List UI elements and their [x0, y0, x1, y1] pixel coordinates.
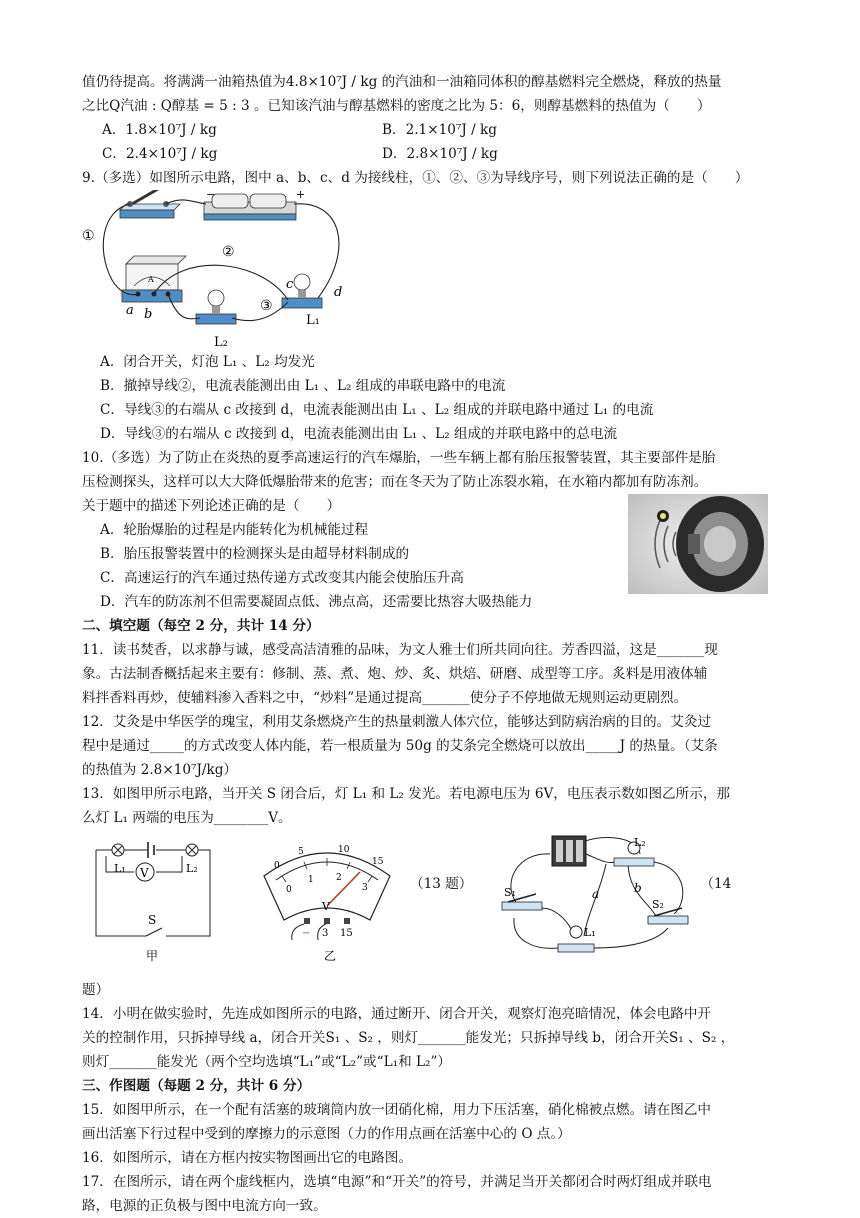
voltmeter-v-label: V: [140, 866, 149, 880]
q14-wire-a-label: a: [592, 887, 600, 901]
q14-s2-label: S₂: [652, 898, 665, 911]
lamp-l1-icon: [112, 844, 124, 856]
lamp-l2-icon: [186, 844, 198, 856]
exam-page: [82, 70, 782, 1218]
l1-label: L₁: [306, 313, 320, 328]
dial-top-0: 0: [274, 861, 280, 871]
battery-minus-label: −: [206, 190, 216, 201]
jia-s-label: S: [148, 913, 157, 927]
q8-options-row1: [82, 118, 782, 142]
q15-text-2: 画出活塞下行过程中受到的摩擦力的示意图（力的作用点画在活塞中心的 O 点。）: [82, 1126, 571, 1142]
q14-s1-label: S₁: [504, 886, 517, 899]
q11-text-2: 象。古法制香概括起来主要有：修制、蒸、煮、炮、炒、炙、烘焙、研磨、成型等工序。炙料是用液体辅: [82, 666, 708, 682]
battery-plus-label: +: [296, 190, 306, 201]
q10-text-1: 10.（多选）为了防止在炎热的夏季高速运行的汽车爆胎，一些车辆上都有胎压报警装置，其主要部件是胎: [82, 450, 716, 466]
q8-option-a: A．1.8×10⁷J / kg: [102, 122, 217, 138]
q14-text-3: 则灯_______能发光（两个空均选填“L₁”或“L₂”或“L₁和 L₂”）: [82, 1054, 452, 1070]
q10-option-d: D．汽车的防冻剂不但需要凝固点低、沸点高，还需要比热容大吸热能力: [100, 594, 533, 610]
q9-option-a: A．闭合开关，灯泡 L₁ 、L₂ 均发光: [100, 354, 315, 370]
q9-option-d: D．导线③的右端从 c 改接到 d，电流表能测出由 L₁ 、L₂ 组成的并联电路中的总电流: [100, 426, 618, 442]
dial-bot-1: 1: [308, 875, 314, 885]
q14-text-2: 关的控制作用，只拆掉导线 a，闭合开关S₁ 、S₂ ，则灯_______能发光；只拆掉导线 b，闭合开关S₁ 、S₂ ，: [82, 1030, 735, 1046]
q17-text-2: 路，电源的正负极与图中电流方向一致。: [82, 1198, 327, 1214]
q13-q14-figures: [82, 832, 782, 978]
q14-tag-a: （14: [700, 876, 732, 892]
q12-text-2: 程中是通过_____的方式改变人体内能，若一根质量为 50g 的艾条完全燃烧可以放出_____J 的热量。（艾条: [82, 738, 718, 754]
q10-option-a: A．轮胎爆胎的过程是内能转化为机械能过程: [100, 522, 369, 538]
q14-text-1: 14．小明在做实验时，先连成如图所示的电路，通过断开、闭合开关，观察灯泡亮暗情况，体会电路中开: [82, 1006, 712, 1022]
fig-yi-caption: 乙: [324, 949, 337, 963]
q9-stem: 9.（多选）如图所示电路，图中 a、b、c、d 为接线柱，①、②、③为导线序号，则下列说法正确的是（ ）: [82, 170, 749, 186]
jia-l1-label: L₁: [114, 862, 126, 875]
dial-top-15: 15: [372, 857, 384, 867]
tire-image: [628, 494, 768, 594]
dial-top-10: 10: [338, 845, 350, 855]
section-2-heading: 二、填空题（每空 2 分，共计 14 分）: [82, 618, 320, 634]
terminal-3: 3: [322, 928, 329, 939]
q8-options-row2: [82, 142, 782, 166]
q9-option-c: C．导线③的右端从 c 改接到 d，电流表能测出由 L₁ 、L₂ 组成的并联电路中通过 L₁ 的电流: [100, 402, 654, 418]
q10-text-3: 关于题中的描述下列论述正确的是（ ）: [82, 498, 341, 514]
dial-top-5: 5: [298, 847, 304, 857]
jia-l2-label: L₂: [186, 862, 198, 875]
wire-2-label: ②: [222, 244, 235, 260]
q14-wire-b-label: b: [634, 881, 643, 895]
wire-3-label: ③: [260, 298, 273, 314]
q11-text-3: 料拌香料再炒，使辅料渗入香料之中，“炒料”是通过提高_______使分子不停地做无规则运动更剧烈。: [82, 690, 688, 706]
terminal-d-label: d: [334, 285, 343, 300]
q9-circuit-figure: [82, 190, 382, 350]
q14-l1-label: L₁: [584, 926, 597, 939]
q10-block: [82, 446, 782, 614]
q8-text-1: 值仍待提高。将满满一油箱热值为4.8×10⁷J / kg 的汽油和一油箱同体积的醇基燃料完全燃烧，释放的热量: [82, 74, 722, 90]
q12-text-3: 的热值为 2.8×10⁷J/kg）: [82, 762, 238, 778]
q8-option-b: B．2.1×10⁷J / kg: [382, 122, 497, 138]
q14-l2-label: L₂: [634, 836, 647, 849]
bulb-l2-icon: [196, 290, 236, 324]
battery-icon: [204, 190, 305, 220]
terminal-c-label: c: [286, 277, 294, 292]
q15-text-1: 15．如图甲所示，在一个配有活塞的玻璃筒内放一团硝化棉，用力下压活塞，硝化棉被点燃。请在图乙中: [82, 1102, 712, 1118]
q13-tag: （13 题）: [410, 876, 473, 892]
q8-text-2: 之比Q汽油 : Q醇基 = 5 : 3 。已知该汽油与醇基燃料的密度之比为 5：6，则醇基燃料的热值为（ ）: [82, 98, 711, 114]
q11-text-1: 11．读书焚香，以求静与诚，感受高洁清雅的品味，为文人雅士们所共同向往。芳香四溢，这是_______现: [82, 642, 718, 658]
q8-option-d: D．2.8×10⁷J / kg: [382, 146, 498, 162]
q10-text-2: 压检测探头，这样可以大大降低爆胎带来的危害；而在冬天为了防止冻裂水箱，在水箱内都加有防冻剂。: [82, 474, 708, 490]
dial-bot-3: 3: [362, 883, 368, 893]
dial-bot-2: 2: [336, 873, 342, 883]
q10-option-c: C．高速运行的汽车通过热传递方式改变其内能会使胎压升高: [100, 570, 464, 586]
q13-voltmeter-yi: [252, 832, 402, 978]
q12-text-1: 12．艾灸是中华医学的瑰宝，利用艾条燃烧产生的热量刺激人体穴位，能够达到防病治病的目的。艾灸过: [82, 714, 712, 730]
battery-box-icon: [552, 836, 586, 866]
dial-unit-v: V: [322, 900, 330, 913]
wire-1-label: ①: [82, 228, 95, 244]
q13-circuit-jia: [82, 832, 222, 978]
dial-bot-0: 0: [286, 885, 292, 895]
q13-text-1: 13．如图甲所示电路，当开关 S 闭合后，灯 L₁ 和 L₂ 发光。若电源电压为 6V，电压表示数如图乙所示，那: [82, 786, 731, 802]
q9-option-b: B．撤掉导线②，电流表能测出由 L₁ 、L₂ 组成的串联电路中的电流: [100, 378, 506, 394]
q16-text-1: 16．如图所示，请在方框内按实物图画出它的电路图。: [82, 1150, 412, 1166]
section-3-heading: 三、作图题（每题 2 分，共计 6 分）: [82, 1078, 311, 1094]
terminal-15: 15: [340, 928, 353, 939]
l2-label: L₂: [214, 335, 228, 350]
voltmeter-icon: [136, 863, 154, 881]
q8-option-c: C．2.4×10⁷J / kg: [102, 146, 218, 162]
terminal-a-label: a: [126, 303, 134, 318]
q14-tag-b: 题）: [82, 982, 110, 998]
q10-option-b: B．胎压报警装置中的检测探头是由超导材料制成的: [100, 546, 410, 562]
fig-jia-caption: 甲: [146, 949, 159, 963]
terminal-minus: −: [302, 928, 311, 939]
q17-text-1: 17．在图所示，请在两个虚线框内，选填“电源”和“开关”的符号，并满足当开关都闭合时两灯组成并联电: [82, 1174, 712, 1190]
q13-text-2: 么灯 L₁ 两端的电压为________V。: [82, 810, 292, 826]
ammeter-a-label: A: [148, 275, 154, 284]
q14-circuit-figure: [488, 832, 698, 978]
terminal-b-label: b: [144, 307, 153, 322]
